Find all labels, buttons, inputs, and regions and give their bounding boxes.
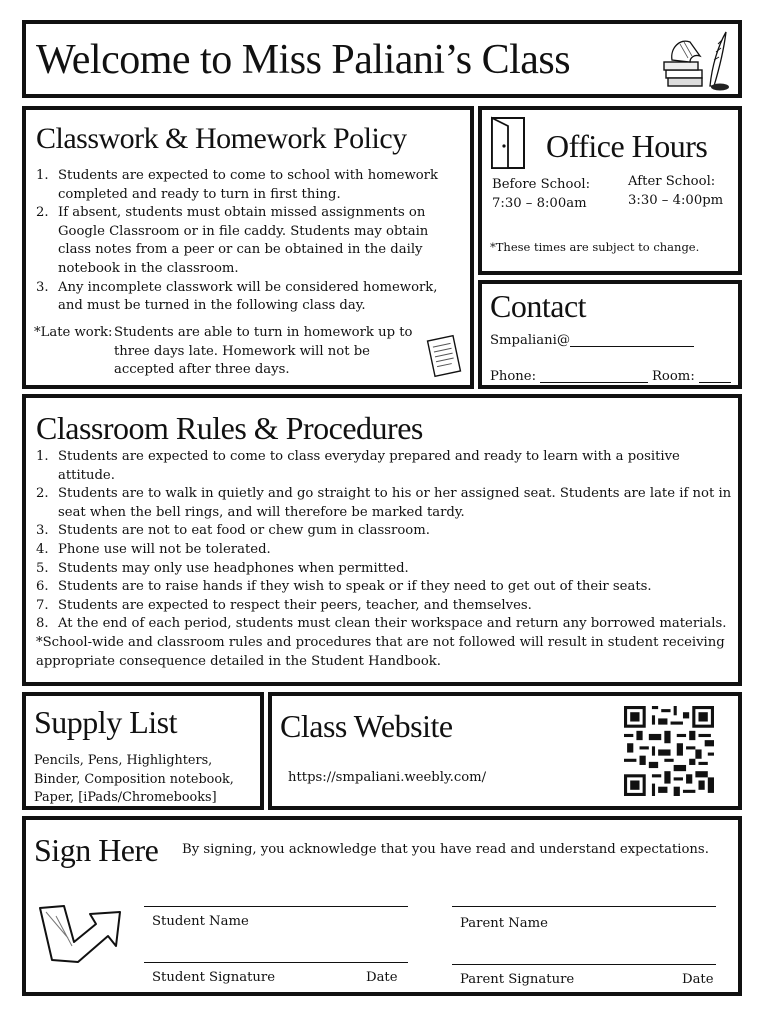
contact-heading: Contact (490, 288, 587, 324)
contact-email: Smpaliani@ (490, 332, 694, 351)
list-item: 2. If absent, students must obtain missed assignments on Google Classroom or in file caddy. Students may obtain class notes from a peer or can be obtained in the daily notebook in the classroom. (36, 205, 429, 276)
policy-heading: Classwork & Homework Policy (36, 122, 407, 155)
notepad-icon (424, 333, 464, 379)
late-work-label: *Late work: (34, 325, 113, 340)
supply-panel (22, 692, 264, 810)
phone-blank[interactable] (540, 368, 648, 383)
supply-heading: Supply List (34, 704, 177, 740)
rules-heading: Classroom Rules & Procedures (36, 410, 423, 446)
parent-name-label: Parent Name (460, 916, 548, 931)
student-signature-line[interactable] (144, 962, 408, 963)
list-item: 8. At the end of each period, students must clean their workspace and return any borrowed materials. (36, 616, 727, 632)
parent-name-line[interactable] (452, 906, 716, 907)
rules-list (36, 448, 736, 634)
rules-panel (22, 394, 742, 686)
parent-signature-label: Parent Signature (460, 972, 575, 987)
contact-phone: Phone: (490, 368, 648, 387)
list-item: 1. Students are expected to come to school with homework completed and ready to turn in first thing. (36, 168, 438, 202)
supply-text: Pencils, Pens, Highlighters, Binder, Composition notebook, Paper, [iPads/Chromebooks] (34, 753, 234, 806)
contact-room: Room: (652, 368, 731, 387)
before-school-label: Before School: (492, 177, 591, 192)
policy-list (36, 167, 456, 316)
late-work-note (34, 324, 454, 380)
title-banner (22, 20, 742, 98)
office-hours-note: *These times are subject to change. (490, 240, 700, 254)
before-school (492, 176, 590, 213)
parent-signature-line[interactable] (452, 964, 716, 965)
student-name-label: Student Name (152, 914, 249, 929)
list-item: 4. Phone use will not be tolerated. (36, 541, 271, 557)
sign-panel (22, 816, 742, 996)
rules-note: *School-wide and classroom rules and procedures that are not followed will result in student receiving appropriate consequence detailed in the Student Handbook. (36, 635, 725, 669)
policy-panel (22, 106, 474, 389)
list-item: 3. Any incomplete classwork will be considered homework, and must be turned in the following class day. (36, 279, 438, 314)
student-name-line[interactable] (144, 906, 408, 907)
list-item: 7. Students are expected to respect their peers, teacher, and themselves. (36, 597, 532, 613)
after-school-label: After School: (628, 174, 716, 189)
website-heading: Class Website (280, 708, 453, 744)
sign-heading: Sign Here (34, 832, 159, 868)
contact-panel (478, 280, 742, 389)
books-scroll-quill-icon (660, 30, 732, 92)
email-blank[interactable] (570, 332, 694, 347)
parent-date-label: Date (682, 972, 714, 987)
student-date-label: Date (366, 970, 398, 985)
after-school (628, 173, 723, 210)
website-url-link[interactable]: https://smpaliani.weebly.com/ (288, 770, 487, 785)
room-blank[interactable] (699, 368, 731, 383)
late-work-text: Students are able to turn in homework up to three days late. Homework will not be accepted after three days. (114, 325, 413, 378)
list-item: 2. Students are to walk in quietly and go straight to his or her assigned seat. Students are late if not in seat when the bell rings, and will therefore be marked tardy. (36, 486, 732, 520)
list-item: 6. Students are to raise hands if they wish to speak or if they need to get out of their seats. (36, 579, 652, 595)
qr-code-icon[interactable] (624, 706, 714, 796)
page-title: Welcome to Miss Paliani’s Class (36, 37, 571, 83)
after-school-time: 3:30 – 4:00pm (628, 192, 724, 208)
list-item: 1. Students are expected to come to class everyday prepared and ready to learn with a positive attitude. (36, 449, 680, 483)
office-hours-heading: Office Hours (546, 128, 708, 164)
before-school-time: 7:30 – 8:00am (492, 195, 587, 211)
website-panel (268, 692, 742, 810)
office-hours-panel (478, 106, 742, 275)
list-item: 5. Students may only use headphones when permitted. (36, 560, 409, 576)
student-signature-label: Student Signature (152, 970, 276, 985)
list-item: 3. Students are not to eat food or chew gum in classroom. (36, 523, 430, 539)
open-door-icon (488, 116, 528, 170)
sign-statement: By signing, you acknowledge that you have read and understand expectations. (182, 842, 709, 857)
arrow-icon (34, 902, 124, 964)
